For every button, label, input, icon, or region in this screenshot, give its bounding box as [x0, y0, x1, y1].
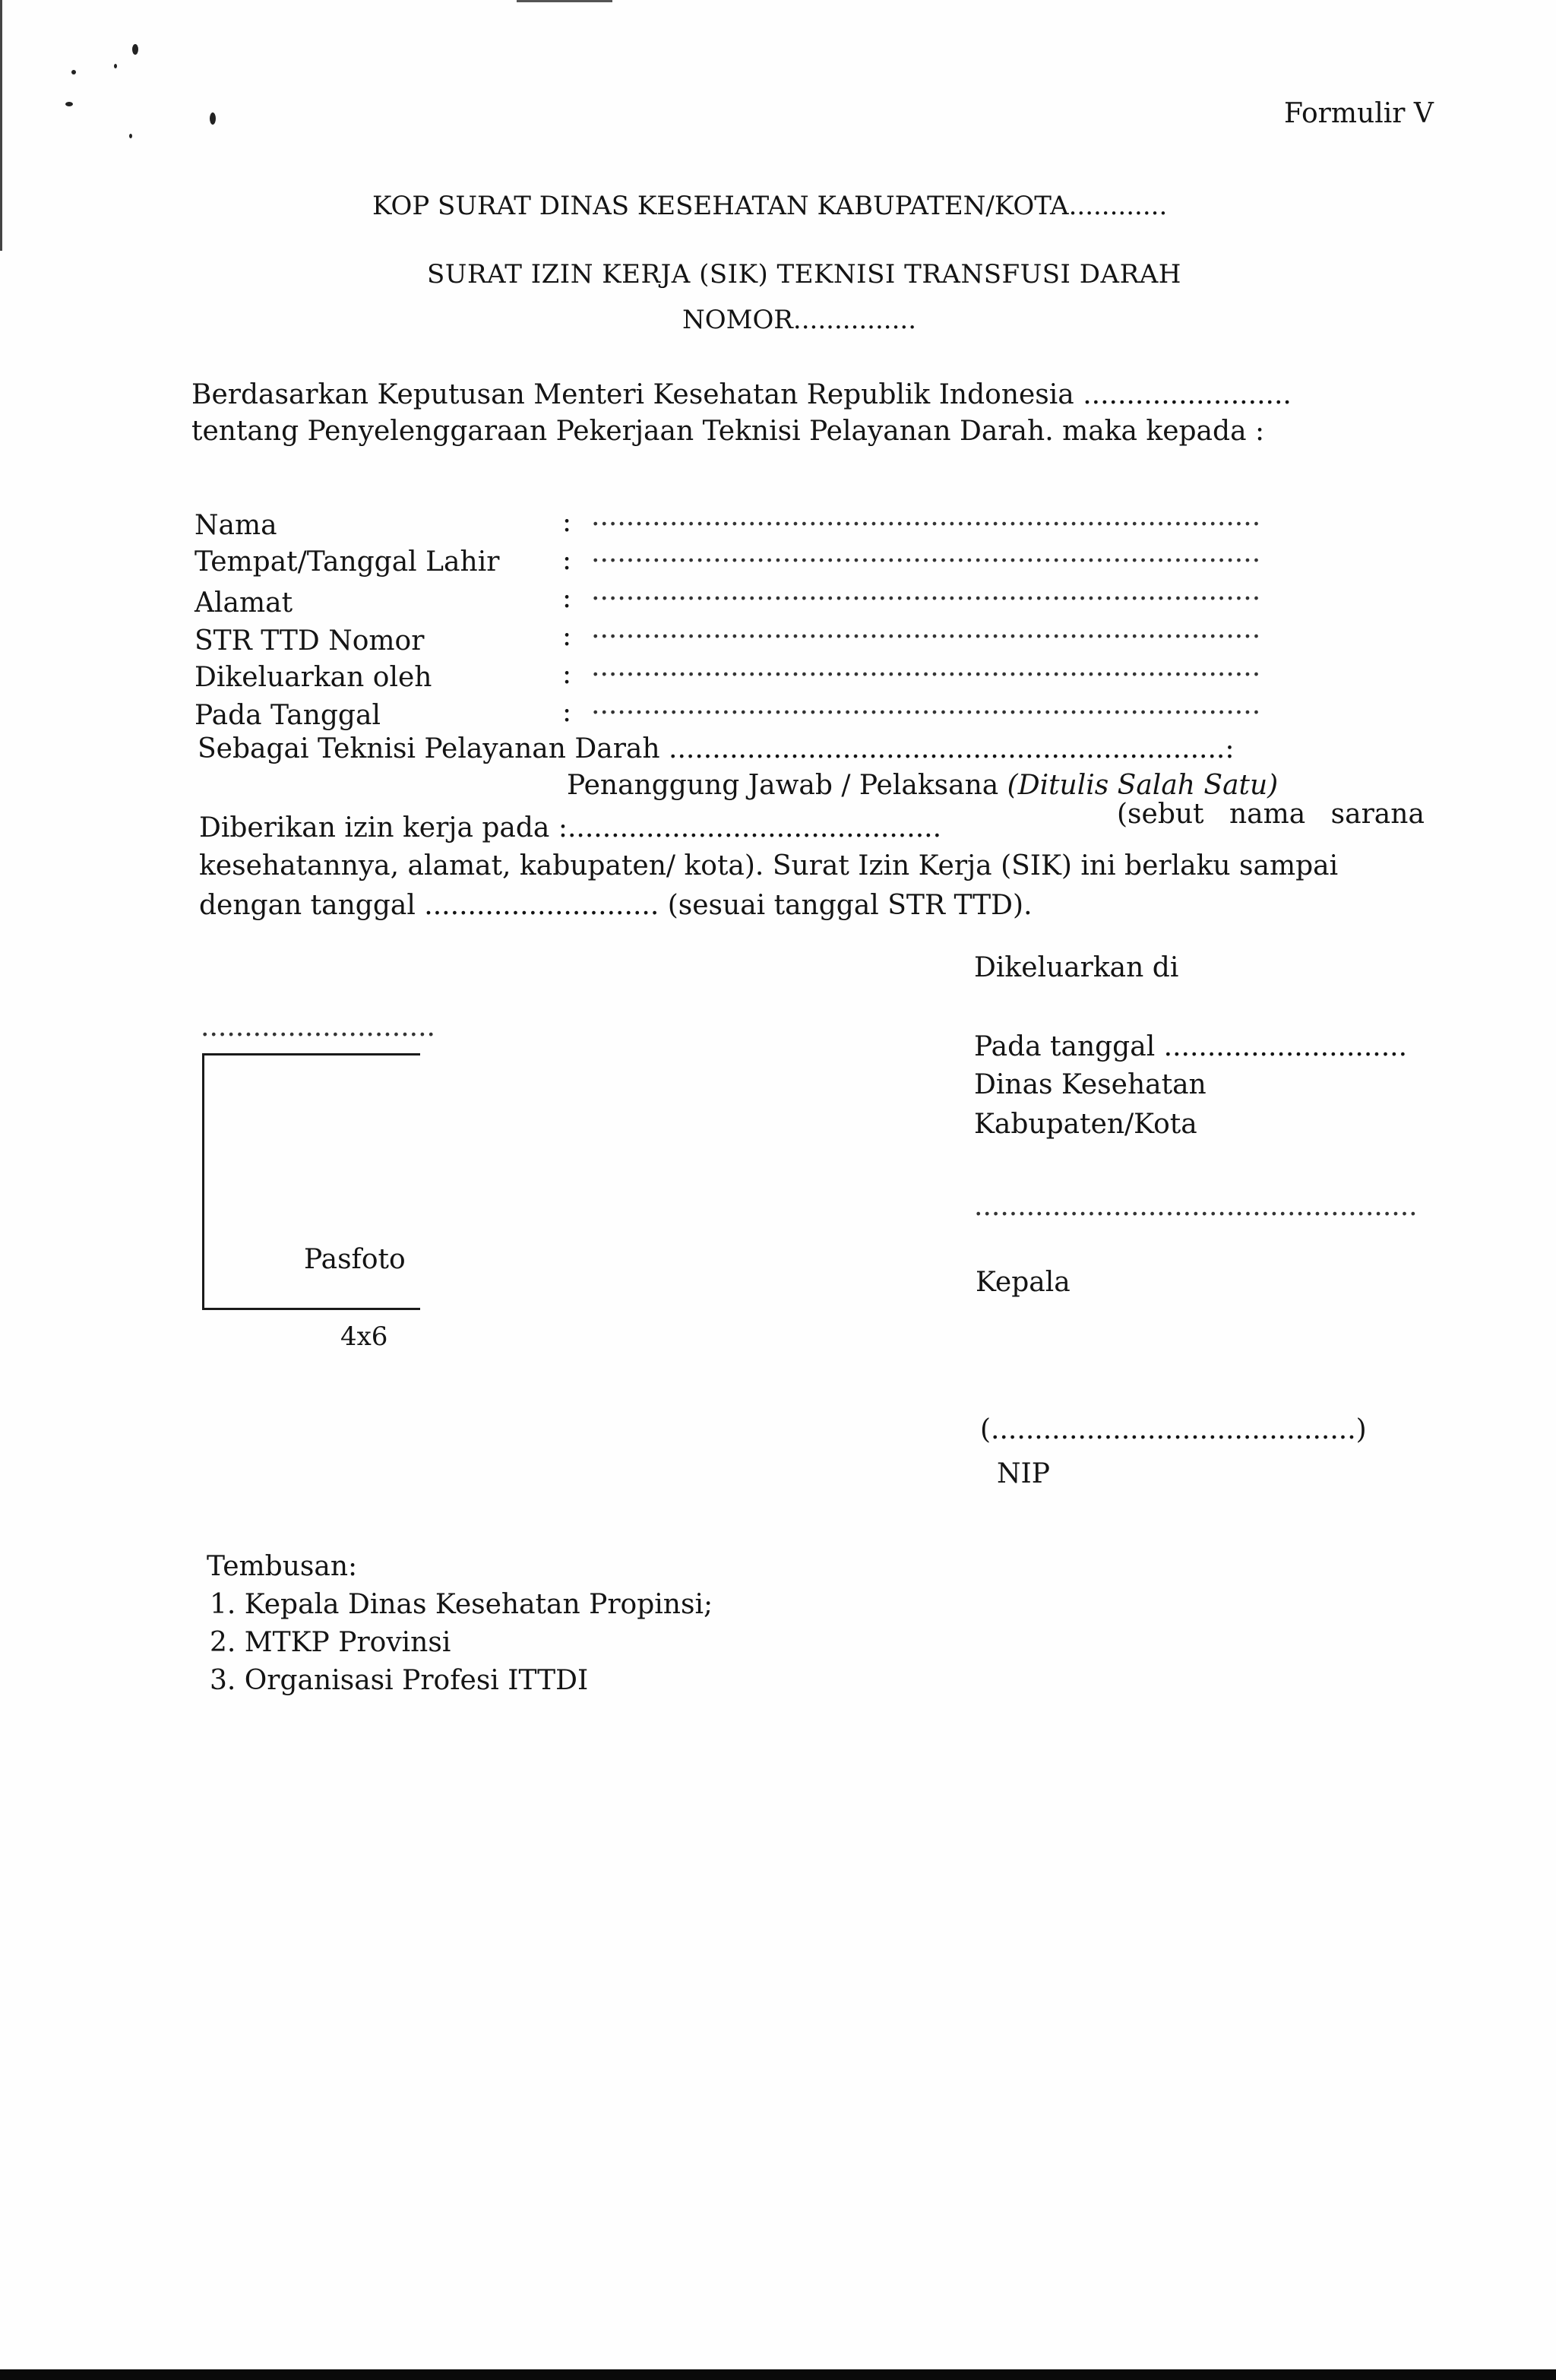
signature-blank: ...................................................: [974, 1191, 1418, 1222]
field-blank: .............................................................................: [591, 537, 1261, 568]
scan-mark-bottom: [0, 2369, 1556, 2380]
intro-line-2: tentang Penyelenggaraan Pekerjaan Teknisi Pelayanan Darah. maka kepada :: [191, 416, 1265, 447]
field-blank: .............................................................................: [591, 575, 1261, 606]
cc-item: 2. MTKP Provinsi: [210, 1627, 451, 1658]
field-blank: .............................................................................: [591, 613, 1261, 644]
grant-line-1-right: (sebut nama sarana: [1117, 799, 1425, 830]
scan-speck: [210, 112, 216, 125]
document-title: SURAT IZIN KERJA (SIK) TEKNISI TRANSFUSI DARAH: [427, 259, 1181, 290]
scan-speck: [132, 44, 138, 55]
intro-line-1: Berdasarkan Keputusan Menteri Kesehatan Republik Indonesia ........................: [191, 379, 1292, 410]
signature-date: Pada tanggal ............................: [974, 1031, 1408, 1062]
field-label: Dikeluarkan oleh: [194, 662, 432, 693]
grant-line-1: Diberikan izin kerja pada :...........................................: [199, 812, 942, 843]
scan-speck: [71, 70, 76, 74]
grant-line-3: dengan tanggal ........................... (sesuai tanggal STR TTD).: [199, 890, 1033, 921]
field-colon: :: [562, 507, 572, 538]
role-option-text: Penanggung Jawab / Pelaksana: [567, 770, 1007, 801]
signature-issued-at: Dikeluarkan di: [974, 952, 1179, 983]
role-option-note: (Ditulis Salah Satu): [1007, 770, 1279, 801]
field-colon: :: [562, 545, 572, 576]
photo-label: Pasfoto: [304, 1244, 406, 1275]
cc-item: 3. Organisasi Profesi ITTDI: [210, 1665, 589, 1696]
scan-speck: [114, 64, 117, 68]
letterhead: KOP SURAT DINAS KESEHATAN KABUPATEN/KOTA............: [372, 191, 1168, 221]
photo-caption-blank: ...........................: [201, 1011, 435, 1043]
scan-mark-left: [0, 0, 2, 251]
field-label: Alamat: [194, 587, 293, 619]
signature-name-blank: (..........................................): [980, 1414, 1367, 1445]
photo-size: 4x6: [340, 1321, 388, 1352]
cc-item: 1. Kepala Dinas Kesehatan Propinsi;: [210, 1589, 713, 1620]
field-blank: .............................................................................: [591, 501, 1261, 532]
field-colon: :: [562, 583, 572, 614]
field-colon: :: [562, 621, 572, 652]
scan-mark-top: [517, 0, 612, 2]
scan-speck: [129, 134, 132, 138]
signature-office-line-2: Kabupaten/Kota: [974, 1109, 1197, 1140]
field-blank: .............................................................................: [591, 651, 1261, 682]
field-colon: :: [562, 659, 572, 690]
grant-line-2: kesehatannya, alamat, kabupaten/ kota). Surat Izin Kerja (SIK) ini berlaku sampai: [199, 850, 1339, 881]
scan-speck: [65, 102, 73, 106]
field-label: Pada Tanggal: [194, 700, 381, 731]
signature-nip: NIP: [997, 1458, 1050, 1489]
field-label: Nama: [194, 510, 277, 541]
cc-title: Tembusan:: [207, 1551, 358, 1582]
signature-position: Kepala: [976, 1267, 1071, 1298]
form-label: Formulir V: [1284, 98, 1434, 129]
signature-office-line-1: Dinas Kesehatan: [974, 1069, 1207, 1100]
field-label: STR TTD Nomor: [194, 625, 425, 657]
field-colon: :: [562, 697, 572, 728]
field-label: Tempat/Tanggal Lahir: [194, 546, 500, 578]
role-line: Sebagai Teknisi Pelayanan Darah ................................................................:: [198, 733, 1235, 764]
document-number: NOMOR...............: [682, 305, 917, 335]
field-blank: .............................................................................: [591, 689, 1261, 720]
